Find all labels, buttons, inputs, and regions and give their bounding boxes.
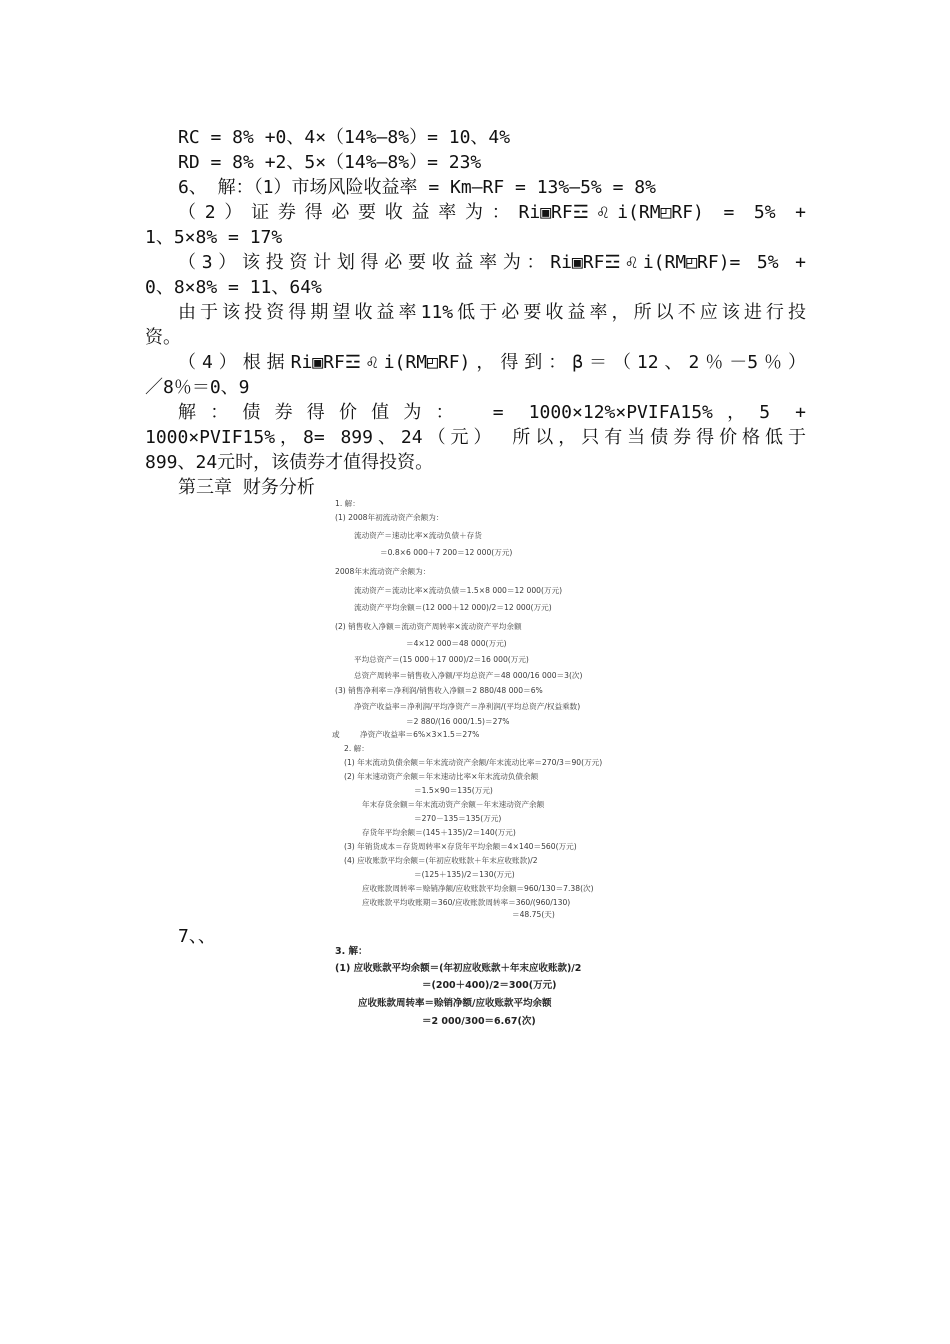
scanned-solution-image-1 [330,497,620,922]
q6-part4-continuation: ／8％＝0、9 [145,377,250,398]
scan1-line: ＝4×12 000＝48 000(万元) [406,639,507,648]
scan1-line: ＝2 880/(16 000/1.5)＝27% [406,717,510,726]
q6-part3-conclusion: 由于该投资得期望收益率11%低于必要收益率，所以不应该进行投 [178,302,806,323]
q6-part3-continuation: 0、8×8% = 11、64% [145,277,322,298]
scan2-line: 应收账款周转率＝赊销净额/应收账款平均余额 [358,998,552,1009]
scan1-line: 总资产周转率＝销售收入净额/平均总资产＝48 000/16 000＝3(次) [354,671,583,680]
q6-part3-line: （3）该投资计划得必要收益率为：Ri▣RF☲♌i(RM◰RF)= 5% + [178,252,806,273]
scan1-line: 流动资产平均余额＝(12 000＋12 000)/2＝12 000(万元) [354,603,552,612]
q7-line: 7、、 [178,926,216,947]
bond-solution-line-3: 899、24元时，该债券才值得投资。 [145,452,434,473]
scan1-line: ＝270－135＝135(万元) [414,814,502,823]
q6-part3-conclusion-end: 资。 [145,327,181,348]
scan1-line: 净资产收益率＝6%×3×1.5＝27% [360,730,480,739]
scan1-line: (2) 年末速动资产余额＝年末速动比率×年末流动负债余额 [344,772,539,781]
scan1-line: 应收账款周转率＝赊销净额/应收账款平均余额＝960/130＝7.38(次) [362,884,594,893]
scan1-line: ＝1.5×90＝135(万元) [414,786,493,795]
scan1-line: (3) 销售净利率＝净利润/销售收入净额＝2 880/48 000＝6% [335,686,543,695]
scan1-line: 流动资产＝速动比率×流动负债＋存货 [354,531,482,540]
scan1-line: 平均总资产＝(15 000＋17 000)/2＝16 000(万元) [354,655,529,664]
scan2-line: (1) 应收账款平均余额＝(年初应收账款＋年末应收账款)/2 [335,963,582,974]
q6-part2-continuation: 1、5×8% = 17% [145,227,283,248]
scan1-line: ＝(125＋135)/2＝130(万元) [414,870,515,879]
q6-part4-line: （4）根据Ri▣RF☲♌i(RM◰RF)，得到：β＝（12、2％－5％） [178,352,806,373]
scan2-line: 3. 解： [335,946,368,957]
scan1-line: 应收账款平均收账期＝360/应收账款周转率＝360/(960/130) [362,898,571,907]
scan1-line: (1) 2008年初流动资产余额为： [335,513,444,522]
scan1-line: 年末存货余额＝年末流动资产余额－年末速动资产余额 [362,800,545,809]
scan1-line: (4) 应收账款平均余额＝(年初应收账款＋年末应收账款)/2 [344,856,538,865]
scanned-solution-image-2 [330,944,630,1034]
q6-part2-line: （2）证券得必要收益率为：Ri▣RF☲♌i(RM◰RF) = 5% + [178,202,806,223]
scan1-line: ＝48.75(天) [512,910,555,919]
scan1-line: 2. 解： [344,744,369,753]
bond-solution-line: 解：债券得价值为： = 1000×12%×PVIFA15%，5 + [178,402,806,423]
bond-solution-line-2: 1000×PVIF15%，8= 899、24（元） 所以，只有当债券得价格低于 [145,427,806,448]
rc-line: RC = 8% +0、4×（14%—8%）= 10、4% [178,127,511,148]
scan1-line: 存货年平均余额＝(145＋135)/2＝140(万元) [362,828,516,837]
scan1-line: (3) 年销货成本＝存货周转率×存货年平均余额＝4×140＝560(万元) [344,842,577,851]
scan1-line: (2) 销售收入净额＝流动资产周转率×流动资产平均余额 [335,622,522,631]
scan2-line: ＝(200＋400)/2＝300(万元) [422,980,557,991]
scan1-line: (1) 年末流动负债余额＝年末流动资产余额/年末流动比率＝270/3＝90(万元) [344,758,603,767]
scan1-line: 1. 解： [335,499,360,508]
scan1-line: ＝0.8×6 000＋7 200＝12 000(万元) [380,548,513,557]
chapter3-heading: 第三章 财务分析 [178,477,315,498]
rd-line: RD = 8% +2、5×（14%—8%）= 23% [178,152,482,173]
scan2-line: ＝2 000/300＝6.67(次) [422,1016,536,1027]
scan1-line: 净资产收益率＝净利润/平均净资产＝净利润/(平均总资产/权益乘数) [354,702,581,711]
q6-part1-line: 6、 解：（1）市场风险收益率 = Km—RF = 13%—5% = 8% [178,177,656,198]
scan1-line: 2008年末流动资产余额为： [335,567,431,576]
scan1-line: 流动资产＝流动比率×流动负债＝1.5×8 000＝12 000(万元) [354,586,563,595]
scan1-line: 或 [332,730,340,739]
